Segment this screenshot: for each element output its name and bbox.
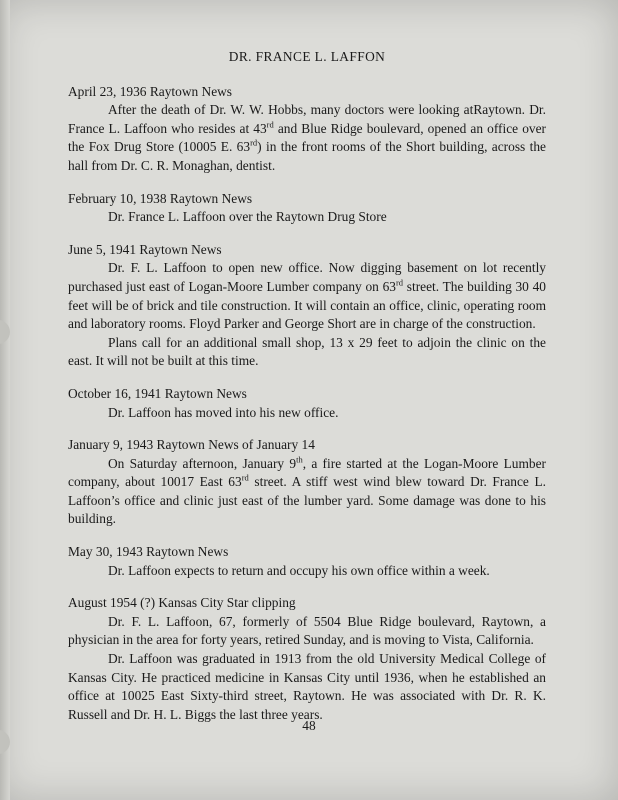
text-segment: Dr. France L. Laffoon over the Raytown Drug Store bbox=[108, 209, 387, 225]
binder-edge bbox=[0, 0, 10, 800]
entry-paragraph bbox=[68, 259, 546, 333]
entry-paragraph bbox=[68, 334, 546, 371]
text-segment: street. The building 30 40 feet will be of brick and tile construction. It will contain an office, clinic, operating room and laboratory rooms. Floyd Parker and George Short are in charge of the construction. bbox=[68, 278, 546, 332]
text-segment: street. A stiff west wind blew toward Dr. France L. Laffoon’s office and clinic just east of the lumber yard. Some damage was done to his building. bbox=[68, 474, 546, 527]
text-segment: , a fire started at the Logan-Moore Lumber company, about 10017 East 63 bbox=[68, 455, 546, 490]
entry-paragraph bbox=[68, 650, 546, 724]
entry-paragraph bbox=[68, 455, 546, 529]
ordinal-suffix: rd bbox=[250, 137, 258, 148]
news-entry bbox=[68, 436, 546, 529]
entry-paragraph bbox=[68, 562, 546, 581]
entry-paragraph bbox=[68, 101, 546, 175]
news-entry bbox=[68, 241, 546, 371]
news-entry bbox=[68, 83, 546, 176]
entry-heading: June 5, 1941 Raytown News bbox=[68, 241, 222, 257]
ordinal-suffix: th bbox=[296, 454, 303, 465]
text-segment: Dr. F. L. Laffoon, 67, formerly of 5504 Blue Ridge boulevard, Raytown, a physician in the area for forty years, retired Sunday, and is moving to Vista, California. bbox=[68, 613, 546, 648]
entry-heading: January 9, 1943 Raytown News of January 14 bbox=[68, 437, 315, 453]
entries-list bbox=[68, 83, 546, 725]
text-segment: Dr. Laffoon was graduated in 1913 from the old University Medical College of Kansas City. He practiced medicine in Kansas City until 1936, when he established an office at 10025 East Sixty-third street, Raytown. He was associated with Dr. R. K. Russell and Dr. H. L. Biggs the last three years. bbox=[68, 651, 546, 722]
entry-heading: May 30, 1943 Raytown News bbox=[68, 544, 229, 560]
entry-heading: August 1954 (?) Kansas City Star clipping bbox=[68, 595, 296, 611]
text-segment: Dr. Laffoon has moved into his new office. bbox=[108, 404, 339, 420]
entry-paragraph bbox=[68, 208, 546, 227]
entry-paragraph bbox=[68, 404, 546, 423]
ordinal-suffix: rd bbox=[266, 119, 274, 130]
page-number: 48 bbox=[302, 718, 316, 733]
text-segment: Plans call for an additional small shop, 13 x 29 feet to adjoin the clinic on the east. It will not be built at this time. bbox=[68, 334, 546, 369]
news-entry bbox=[68, 385, 546, 422]
text-segment: ) in the front rooms of the Short building, across the hall from Dr. C. R. Monaghan, dentist. bbox=[68, 139, 546, 173]
text-segment: On Saturday afternoon, January 9 bbox=[108, 455, 297, 471]
text-segment: Dr. F. L. Laffoon to open new office. Now digging basement on lot recently purchased just east of Logan-Moore Lumber company on 63 bbox=[68, 260, 546, 294]
entry-heading: April 23, 1936 Raytown News bbox=[68, 83, 233, 99]
news-entry bbox=[68, 190, 546, 227]
entry-heading: February 10, 1938 Raytown News bbox=[68, 190, 253, 206]
news-entry bbox=[68, 594, 546, 724]
page-title: DR. FRANCE L. LAFFON bbox=[228, 49, 386, 64]
ordinal-suffix: rd bbox=[395, 277, 404, 288]
text-segment: After the death of Dr. W. W. Hobbs, many doctors were looking atRaytown. Dr. France L. Laffoon who resides at 43 bbox=[68, 102, 546, 136]
news-entry bbox=[68, 543, 546, 580]
entry-heading: October 16, 1941 Raytown News bbox=[68, 385, 247, 401]
text-segment: and Blue Ridge boulevard, opened an office over the Fox Drug Store (10005 E. 63 bbox=[68, 120, 546, 155]
document-body bbox=[68, 48, 546, 738]
ordinal-suffix: rd bbox=[241, 472, 249, 483]
entry-paragraph bbox=[68, 613, 546, 650]
text-segment: Dr. Laffoon expects to return and occupy his own office within a week. bbox=[108, 562, 490, 578]
